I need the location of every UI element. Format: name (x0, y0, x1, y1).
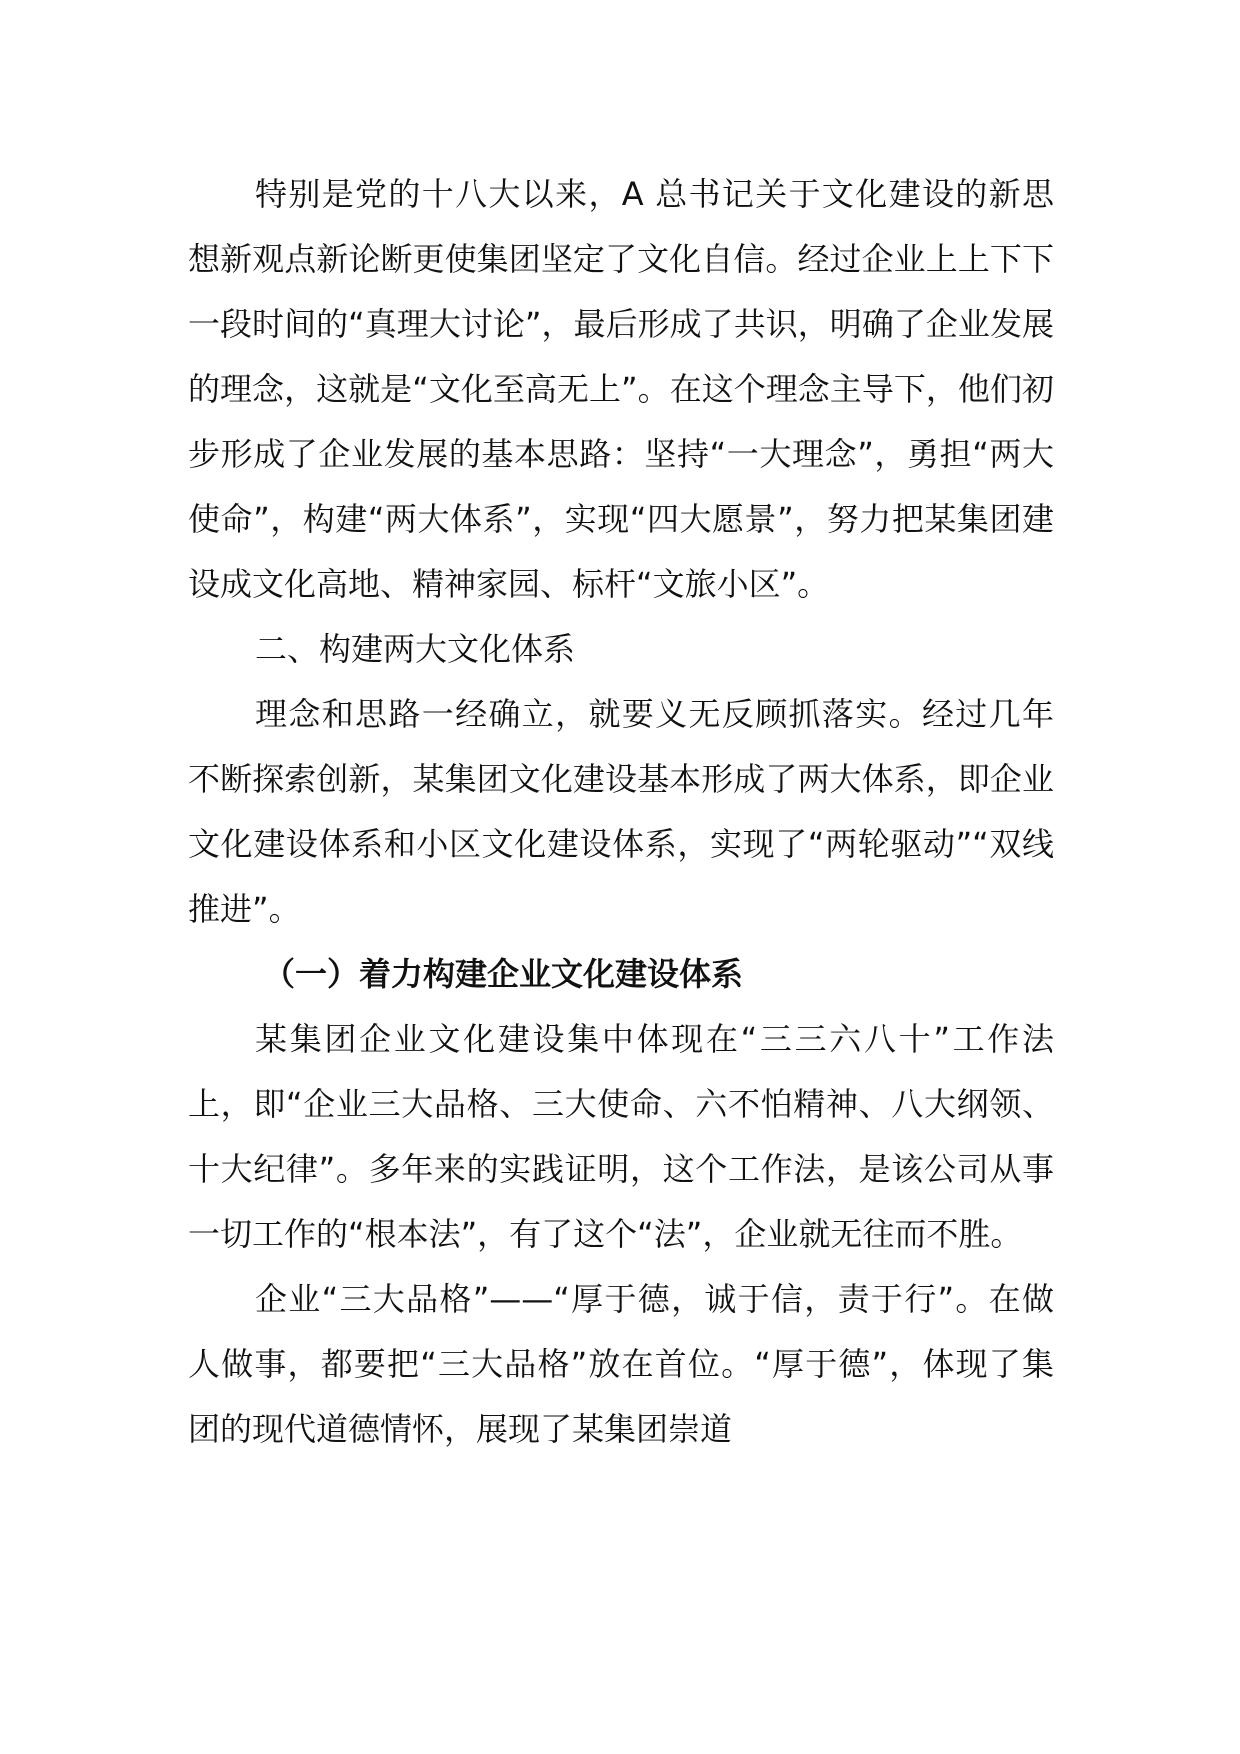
paragraph-three-qualities: 企业“三大品格”——“厚于德，诚于信，责于行”。在做人做事，都要把“三大品格”放在首位。“厚于德”，体现了集团的现代道德情怀，展现了某集团崇道 (188, 1280, 1054, 1448)
document-page (188, 162, 1054, 1462)
paragraph-work-method: 某集团企业文化建设集中体现在“三三六八十”工作法上，即“企业三大品格、三大使命、六不怕精神、八大纲领、十大纪律”。多年来的实践证明，这个工作法，是该公司从事一切工作的“根本法”，有了这个“法”，企业就无往而不胜。 (188, 1020, 1054, 1253)
subsection-heading-enterprise-culture: （一）着力构建企业文化建设体系 (263, 955, 744, 993)
paragraph-two-systems: 理念和思路一经确立，就要义无反顾抓落实。经过几年不断探索创新，某集团文化建设基本形成了两大体系，即企业文化建设体系和小区文化建设体系，实现了“两轮驱动”“双线推进”。 (188, 695, 1054, 928)
section-heading-two-systems: 二、构建两大文化体系 (255, 630, 576, 668)
paragraph-culture-confidence: 特别是党的十八大以来，A 总书记关于文化建设的新思想新观点新论断更使集团坚定了文化自信。经过企业上上下下一段时间的“真理大讨论”，最后形成了共识，明确了企业发展的理念，这就是“文化至高无上”。在这个理念主导下，他们初步形成了企业发展的基本思路：坚持“一大理念”，勇担“两大使命”，构建“两大体系”，实现“四大愿景”，努力把某集团建设成文化高地、精神家园、标杆“文旅小区”。 (188, 175, 1054, 603)
